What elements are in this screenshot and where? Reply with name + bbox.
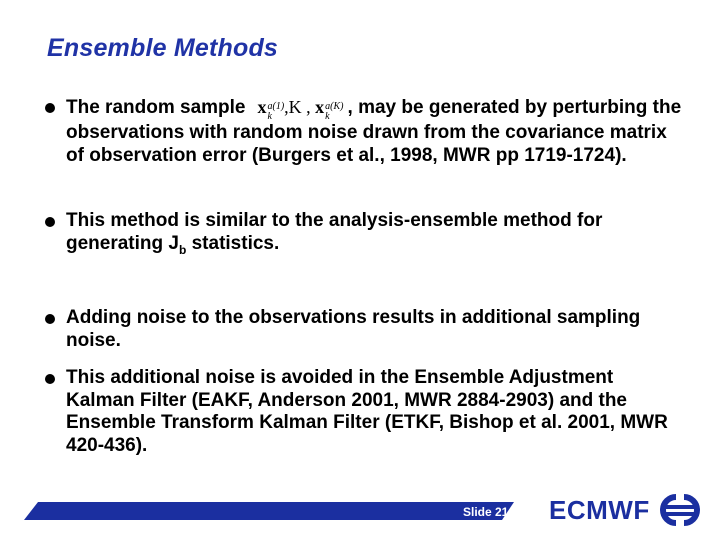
bullet-text: This additional noise is avoided in the Ensemble Adjustment Kalman Filter (EAKF, Anderson 2001, MWR 2884-2903) and the Ensemble Transform Kalman Filter (ETKF, Bishop et al. 2001, MWR 420-436).	[66, 367, 668, 456]
ecmwf-logo-text: ECMWF	[549, 495, 650, 525]
footer-bar	[24, 502, 514, 520]
ecmwf-logo-icon	[654, 492, 706, 528]
bullet-dot	[45, 103, 55, 113]
bullet-dot	[45, 217, 55, 227]
bullet-dot	[45, 314, 55, 324]
slide-number: Slide 21	[463, 505, 509, 519]
bullet-3	[45, 307, 685, 352]
bullet-dot	[45, 374, 55, 384]
ensemble-sample-formula: x a(1) k ,K , x a(K) k	[257, 97, 344, 122]
bullet-text: The random sample x a(1) k ,K , x a(K) k , may be generated by perturbing the observations with random noise drawn from the covariance matrix of observation error (Burgers et al., 1998, MWR pp 1719-1724).	[66, 97, 682, 166]
bullet-2	[45, 210, 685, 261]
bullet-1	[45, 96, 685, 167]
slide-title: Ensemble Methods	[47, 34, 279, 62]
bullet-4	[45, 367, 685, 457]
bullet-text: This method is similar to the analysis-ensemble method for generating $J_b$ statistics.	[66, 210, 603, 257]
bullet-text: Adding noise to the observations results in additional sampling noise.	[66, 307, 641, 351]
